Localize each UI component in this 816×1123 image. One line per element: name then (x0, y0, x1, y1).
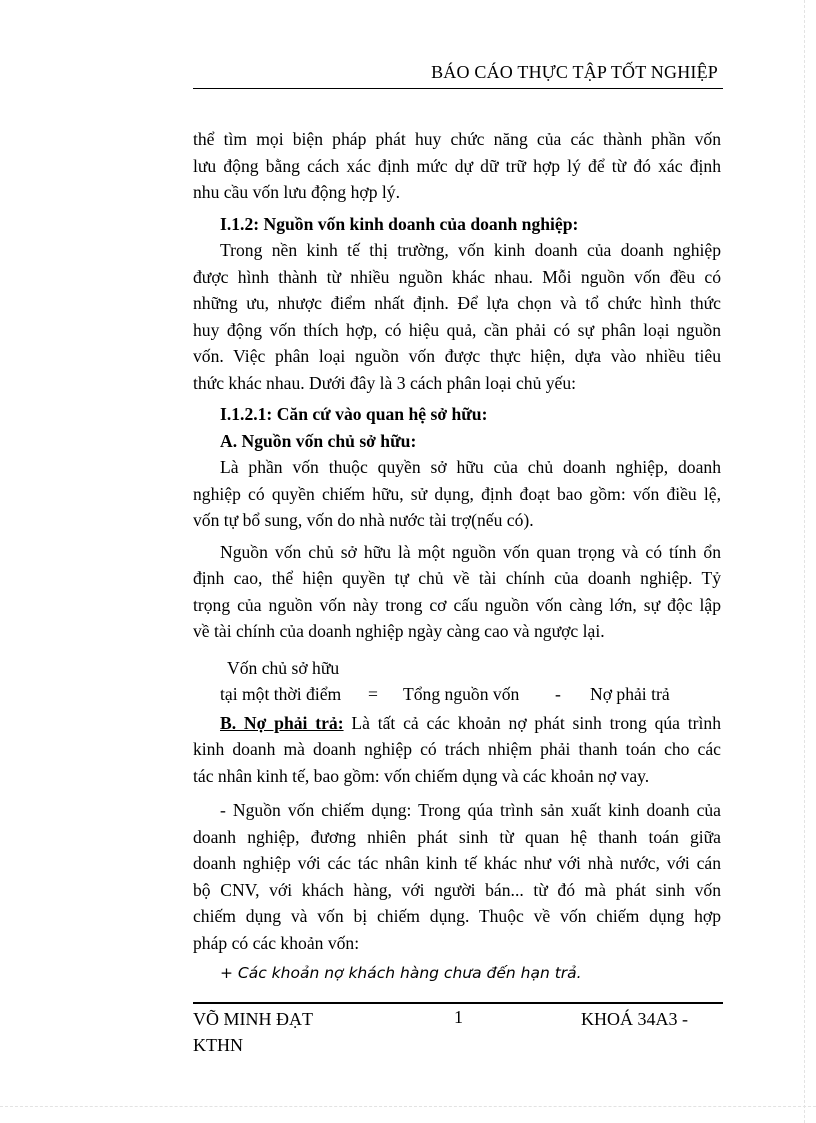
text-line: Nguồn vốn chủ sở hữu là một nguồn vốn quan trọng và có tính ổn (220, 541, 721, 562)
subsection-heading: B. Nợ phải trả: (220, 712, 344, 733)
subsection-heading: A. Nguồn vốn chủ sở hữu: (220, 430, 417, 451)
text-run: Là tất cả các khoản nợ phát sinh trong qúa trình (351, 712, 721, 733)
text-line: - Nguồn vốn chiếm dụng: Trong qúa trình sản xuất kinh doanh của (220, 800, 721, 820)
formula-liabilities: Nợ phải trả (590, 684, 670, 704)
text-line: định cao, thể hiện quyền tự chủ về tài chính của doanh nghiệp. Tỷ (193, 568, 721, 588)
text-line: pháp có các khoản vốn: (193, 932, 360, 953)
page-edge-right (804, 0, 805, 1123)
text-line: chiếm dụng và vốn bị chiếm dụng. Thuộc về vốn chiếm dụng hợp (193, 906, 721, 926)
formula-total-capital: Tổng nguồn vốn (403, 684, 520, 704)
formula (193, 681, 721, 708)
header-title: BÁO CÁO THỰC TẬP TỐT NGHIỆP (431, 62, 718, 82)
page-number: 1 (454, 1007, 463, 1027)
formula-lhs: tại một thời điểm (220, 684, 342, 704)
text-line: trọng của nguồn vốn này trong cơ cấu nguồn vốn càng lớn, sự độc lập (193, 594, 721, 615)
text-line: tác nhân kinh tế, bao gồm: vốn chiếm dụng và các khoản nợ vay. (193, 765, 650, 786)
text-line (193, 710, 721, 737)
text-line: doanh nghiệp với các tác nhân kinh tế khác như với nhà nước, với cán (193, 853, 721, 873)
text-line: thể tìm mọi biện pháp phát huy chức năng của các thành phần vốn (193, 129, 721, 149)
text-line: lưu động bằng cách xác định mức dự dữ trữ hợp lý để từ đó xác định (193, 155, 721, 176)
formula (193, 655, 721, 682)
footer-author-dept: KTHN (193, 1035, 243, 1055)
text-line: + Các khoản nợ khách hàng chưa đến hạn trả. (220, 964, 582, 982)
text-line: những ưu, nhược điểm nhất định. Để lựa chọn và tổ chức hình thức (193, 293, 721, 313)
text-line: thức khác nhau. Dưới đây là 3 cách phân loại chủ yếu: (193, 372, 577, 393)
header-rule (193, 88, 723, 89)
text-line: vốn tự bổ sung, vốn do nhà nước tài trợ(nếu có). (193, 510, 534, 530)
page-edge-bottom (0, 1106, 816, 1107)
formula-minus: - (555, 684, 561, 704)
formula-equity-label: Vốn chủ sở hữu (227, 657, 340, 678)
text-line: bộ CNV, với khách hàng, với người bán... từ đó mà phát sinh vốn (193, 879, 721, 900)
text-line: nghiệp có quyền chiếm hữu, sử dụng, định đoạt bao gồm: vốn điều lệ, (193, 483, 721, 504)
text-line: huy động vốn thích hợp, có hiệu quả, cần phải có sự phân loại nguồn (193, 319, 721, 340)
section-heading: I.1.2: Nguồn vốn kinh doanh của doanh nghiệp: (220, 213, 579, 234)
footer-class: KHOÁ 34A3 - (581, 1009, 688, 1029)
text-line: doanh nghiệp, đương nhiên phát sinh từ quan hệ thanh toán giữa (193, 826, 721, 847)
formula-equals: = (368, 684, 378, 704)
document-body (193, 126, 721, 987)
text-line: vốn. Việc phân loại nguồn vốn được thực hiện, dựa vào nhiều tiêu (193, 346, 721, 366)
footer-author-name: VÕ MINH ĐẠT (193, 1009, 313, 1029)
footer-author (193, 1006, 313, 1058)
text-line: được hình thành từ nhiều nguồn khác nhau. Mỗi nguồn vốn đều có (193, 266, 721, 287)
text-line: kinh doanh mà doanh nghiệp có trách nhiệm phải thanh toán cho các (193, 739, 721, 759)
text-line: về tài chính của doanh nghiệp ngày càng cao và ngược lại. (193, 621, 605, 641)
text-line: nhu cầu vốn lưu động hợp lý. (193, 182, 400, 202)
subsection-heading: I.1.2.1: Căn cứ vào quan hệ sở hữu: (220, 404, 488, 424)
text-line: Là phần vốn thuộc quyền sở hữu của chủ doanh nghiệp, doanh (220, 457, 721, 477)
text-line: Trong nền kinh tế thị trường, vốn kinh doanh của doanh nghiệp (220, 240, 721, 260)
